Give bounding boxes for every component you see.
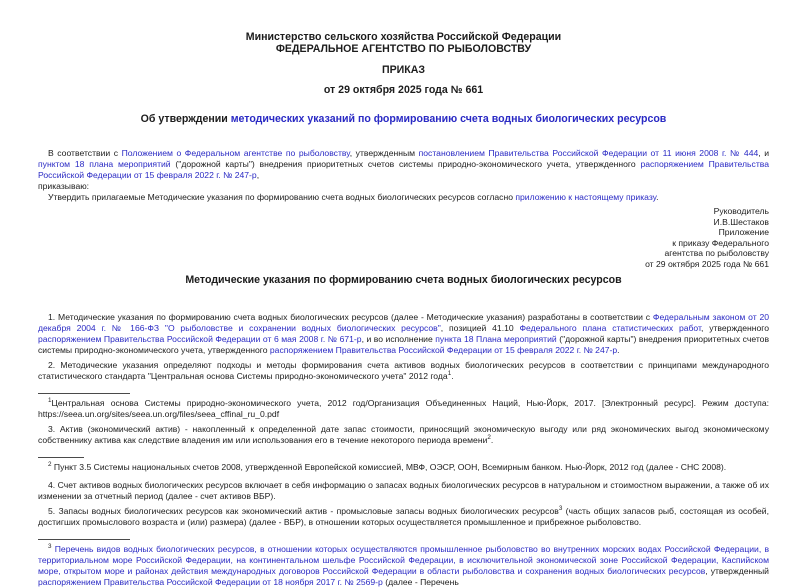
paragraph-4 [38,480,769,502]
text-run: . [617,344,620,355]
text-run: . [490,434,494,445]
text-run: 1. Методические указания по формированию счета водных биологических ресурсов (далее - Методические указания) разработаны в соответствии с [48,311,653,322]
doc-type: ПРИКАЗ [381,64,426,76]
text-run: . [656,192,659,202]
doc-link[interactable]: постановлением Правительства Российской Федерации от 11 июня 2008 г. № 444 [418,148,759,158]
paragraph-3 [38,424,769,446]
text-run: 3. Актив (экономический актив) - накопленный к определенной дате запас стоимости, приносящий экономическую выгоду или ряд экономических выгод экономическому собственнику актива как следствие владения им или использования его в течение некоторого периода времени [38,423,769,445]
footnote-2-text [38,462,769,473]
text-run: В соответствии с [48,148,122,158]
footnote-3 [38,539,769,588]
preamble-paragraph [38,148,769,181]
doc-link[interactable]: Перечень видов водных биологических ресурсов, в отношении которых осуществляются промышленное рыболовство во внутренних морских водах Российской Федерации, в территориальном море Российской Федерации, на континентальном шельфе Российской Федерации, в исключительной экономической зоне Российской Федерации, Каспийском море, открытом море и районах действия международных договоров Российской Федерации в области рыболовства и сохранения водных биологических ресурсов [38,543,770,576]
doc-link[interactable]: распоряжением Правительства Российской Федерации от 18 ноября 2017 г. № 2569-р [38,576,383,587]
text-run: Об утверждении [140,113,231,125]
decree-word: приказываю: [38,181,90,191]
text-run: , [256,170,260,180]
agency-name: ФЕДЕРАЛЬНОЕ АГЕНТСТВО ПО РЫБОЛОВСТВУ [275,42,532,55]
text-run: ("дорожной карты") внедрения приоритетных счетов системы природно-экономического учета, утвержденного [170,159,641,169]
doc-link[interactable]: пунктом 18 плана мероприятий [38,159,171,169]
text-run: . [451,370,454,381]
text-run: 5. Запасы водных биологических ресурсов как экономический актив - промысловые запасы водных биологических ресурсов [48,505,559,516]
signature-name: И.В.Шестаков [713,216,769,227]
footnote-ref: 2 [487,433,491,441]
text-run: , позицией 41.10 [440,322,520,333]
signature-role: Руководитель [713,206,769,216]
footnote-1-text [38,398,769,409]
text-run: , утвержденный [705,565,769,576]
text-run: (далее - Перечень [382,576,459,587]
footnote-1-url[interactable]: https://seea.un.org/sites/seea.un.org/files/seea_cffinal_ru_0.pdf [38,408,280,419]
doc-link[interactable]: распоряжением Правительства Российской Федерации от 6 мая 2008 г. № 671-р [38,333,362,344]
appendix-title: Методические указания по формированию счета водных биологических ресурсов [185,273,622,286]
doc-date-number: от 29 октября 2025 года № 661 [323,84,484,96]
appendix-label: Приложение [718,227,769,238]
signature-block [38,206,769,270]
appendix-ref-line1: к приказу Федерального [672,237,769,248]
doc-title [38,113,769,125]
footnote-3-segments [38,544,769,587]
doc-link[interactable]: распоряжением Правительства Российской Федерации от 15 февраля 2022 г. № 247-р [38,159,770,180]
footnote-separator [38,457,84,458]
footnote-separator [38,539,130,540]
paragraph-5 [38,506,769,528]
appendix-ref-line3: от 29 октября 2025 года № 661 [645,258,769,269]
doc-link[interactable]: пункта 18 Плана мероприятий [435,333,557,344]
text-run: 4. Счет активов водных биологических ресурсов включает в себя информацию о запасах водных биологических ресурсов в натуральном и стоимостном выражении, а также об их изменении за отчетный период (далее - счет активов ВБР). [38,479,769,501]
doc-link[interactable]: Федеральным законом от 20 декабря 2004 г. № 166-ФЗ "О рыболовстве и сохранении водных биологических ресурсов" [38,311,770,333]
footnote-3-marker: 3 [48,542,52,550]
paragraph-2 [38,360,769,382]
doc-link[interactable]: распоряжением Правительства Российской Федерации от 15 февраля 2022 г. № 247-р [269,344,618,355]
footnote-3-text [38,544,769,588]
footnote-2 [38,457,769,473]
paragraph-1 [38,312,769,356]
footnote-ref: 3 [558,504,563,512]
footnote-1 [38,393,769,420]
approve-paragraph [38,192,769,203]
appendix-ref-line2: агентства по рыболовству [664,248,769,259]
text-run: , утвержденным [349,148,419,158]
text-run: , утвержденного [701,322,769,333]
doc-link[interactable]: приложению к настоящему приказу [515,192,657,202]
text-run: , и во исполнение [361,333,436,344]
footnote-2-marker: 2 [48,460,52,468]
text-run: Утвердить прилагаемые Методические указания по формированию счета водных биологических ресурсов согласно [48,192,516,202]
footnote-ref: 1 [447,369,452,377]
text-run: (часть общих запасов рыб, состоящая из особей, достигших промыслового возраста и (или) размера) (далее - ВБР), в отношении которых осуществляется промышленное и прибрежное рыболовство. [38,505,769,527]
text-run: 2. Методические указания определяют подходы и методы формирования счета активов водных биологических ресурсов в соответствии с принципами международного статистического стандарта "Центральная основа Системы природно-экономического учета" 2012 года [38,359,769,381]
doc-link[interactable]: Федерального плана статистических работ [519,322,702,333]
footnote-separator [38,393,130,394]
doc-link[interactable]: методических указаний по формированию счета водных биологических ресурсов [230,113,667,125]
doc-link[interactable]: Положением о Федеральном агентстве по рыболовству [121,148,350,158]
footnote-1-marker: 1 [48,396,52,404]
footnote-2-body: Пункт 3.5 Системы национальных счетов 2008, утвержденной Европейской комиссией, МВФ, ОЭСР, ООН, Всемирным банком. Нью-Йорк, 2012 год (далее - СНС 2008). [53,461,727,472]
footnote-1-body: Центральная основа Системы природно-экономического учета, 2012 год/Организация Объединенных Наций, Нью-Йорк, 2017. [Электронный ресурс]. Режим доступа: [51,397,769,408]
text-run: ("дорожной карты") внедрения приоритетных счетов системы природно-экономического учета, утвержденного [38,333,770,355]
text-run: , и [758,148,770,158]
ministry-name: Министерство сельского хозяйства Российской Федерации [245,31,562,43]
